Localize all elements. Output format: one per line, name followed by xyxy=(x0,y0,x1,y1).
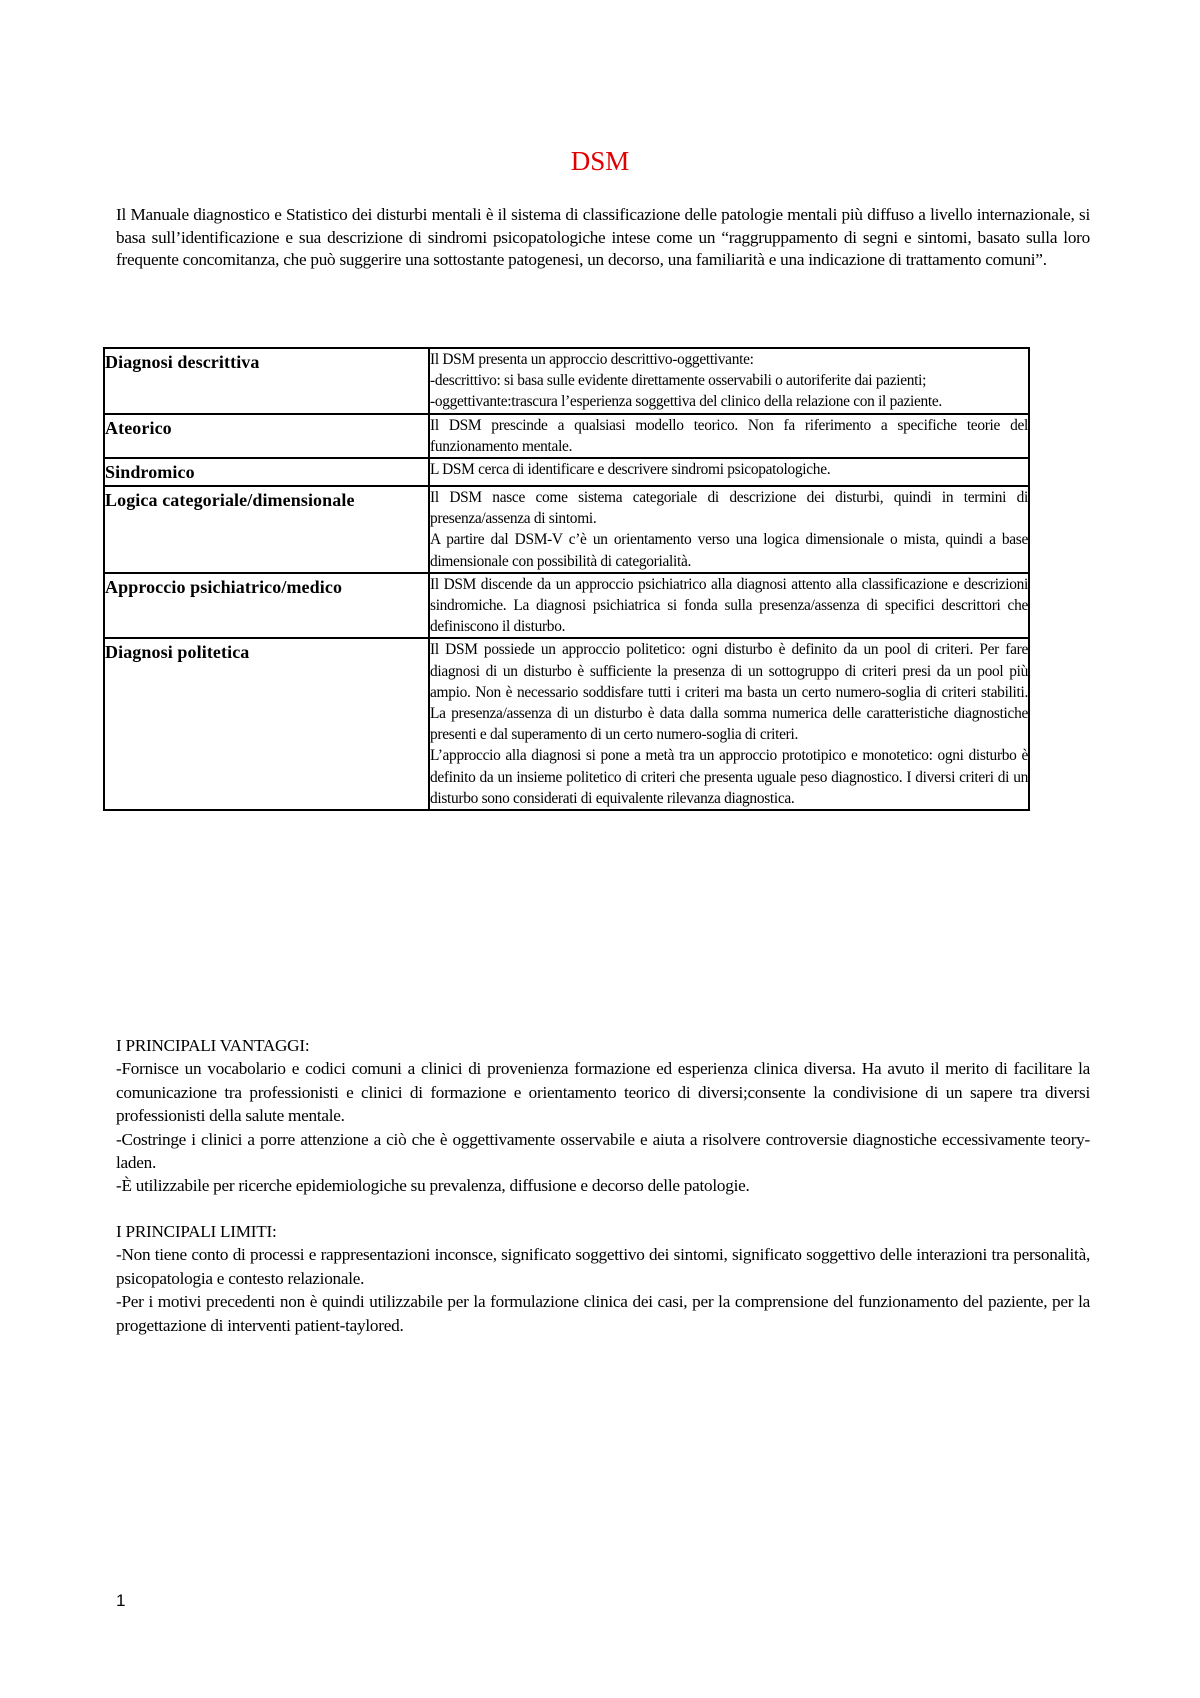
row-description xyxy=(429,414,1029,458)
row-term: Ateorico xyxy=(104,414,429,458)
description-line: L’approccio alla diagnosi si pone a metà tra un approccio prototipico e monotetico: ogni disturbo è definito da un insieme politetico di criteri che presenta uguale peso diagnostico. I diversi criteri di un disturbo sono considerati di equivalente rilevanza diagnostica. xyxy=(430,747,1028,807)
intro-text: Il Manuale diagnostico e Statistico dei disturbi mentali è il sistema di classificazione delle patologie mentali più diffuso a livello internazionale, si basa sull’identificazione e sua descrizione di sindromi psicopatologiche intese come un “raggruppamento di segni e sintomi, basato sulla loro frequente concomitanza, che può suggerire una sottostante patogenesi, un decorso, una familiarità e una indicazione di trattamento comuni”. xyxy=(116,205,1090,270)
description-line: Il DSM nasce come sistema categoriale di descrizione dei disturbi, quindi in termini di presenza/assenza di sintomi. xyxy=(430,489,1028,528)
row-description xyxy=(429,638,1029,810)
advantage-item: -Fornisce un vocabolario e codici comuni a clinici di provenienza formazione ed esperienza clinica diversa. Ha avuto il merito di facilitare la comunicazione tra professionisti e clinici di formazione e orientamento teorico di diversi;consente la condivisione di un sapere tra diversi professionisti della salute mentale. xyxy=(116,1059,1090,1126)
description-line: Il DSM possiede un approccio politetico: ogni disturbo è definito da un pool di criteri. Per fare diagnosi di un disturbo è sufficiente la presenza di un sottogruppo di criteri presi da un pool più ampio. Non è necessario soddisfare tutti i criteri ma basta un certo numero-soglia di criteri stabiliti. La presenza/assenza di un disturbo è data dalla somma numerica delle caratteristiche diagnostiche presenti e dal superamento di un certo numero-soglia di criteri. xyxy=(430,641,1028,744)
row-description xyxy=(429,458,1029,486)
row-term: Sindromico xyxy=(104,458,429,486)
row-description xyxy=(429,573,1029,639)
description-line: Il DSM prescinde a qualsiasi modello teorico. Non fa riferimento a specifiche teorie del funzionamento mentale. xyxy=(430,416,1028,455)
row-term: Diagnosi politetica xyxy=(104,638,429,810)
limit-item: -Per i motivi precedenti non è quindi utilizzabile per la formulazione clinica dei casi, per la comprensione del funzionamento del paziente, per la progettazione di interventi patient-taylored. xyxy=(116,1292,1090,1335)
document-title: DSM xyxy=(570,146,630,176)
table-row xyxy=(104,486,1029,573)
advantages-heading: I PRINCIPALI VANTAGGI: xyxy=(116,1036,310,1055)
description-line: Il DSM presenta un approccio descrittivo-oggettivante: xyxy=(430,351,754,368)
description-line: A partire dal DSM-V c’è un orientamento verso una logica dimensionale o mista, quindi a base dimensionale con possibilità di categorialità. xyxy=(430,531,1028,570)
description-line: Il DSM discende da un approccio psichiatrico alla diagnosi attento alla classificazione e descrizioni sindromiche. La diagnosi psichiatrica si fonda sulla presenza/assenza di specifici descrittori che definiscono il disturbo. xyxy=(430,575,1028,636)
row-description xyxy=(429,348,1029,414)
limits-heading: I PRINCIPALI LIMITI: xyxy=(116,1222,277,1241)
dsm-features-table xyxy=(103,347,1030,811)
row-term: Approccio psichiatrico/medico xyxy=(104,573,429,639)
table-row xyxy=(104,638,1029,810)
row-description xyxy=(429,486,1029,573)
advantages-section xyxy=(116,1034,1090,1198)
table-row xyxy=(104,348,1029,414)
page-number: 1 xyxy=(116,1591,126,1610)
table-row xyxy=(104,573,1029,639)
table-row xyxy=(104,414,1029,458)
intro-paragraph xyxy=(116,204,1090,272)
description-line: -oggettivante:trascura l’esperienza soggettiva del clinico della relazione con il paziente. xyxy=(430,393,942,411)
advantage-item: -Costringe i clinici a porre attenzione a ciò che è oggettivamente osservabile e aiuta a risolvere controversie diagnostiche eccessivamente teory-laden. xyxy=(116,1129,1090,1173)
advantage-item: -È utilizzabile per ricerche epidemiologiche su prevalenza, diffusione e decorso delle patologie. xyxy=(116,1176,750,1196)
limits-section xyxy=(116,1220,1090,1337)
row-term: Diagnosi descrittiva xyxy=(104,348,429,414)
description-line: -descrittivo: si basa sulle evidente direttamente osservabili o autoriferite dai pazienti; xyxy=(430,372,927,390)
limit-item: -Non tiene conto di processi e rappresentazioni inconsce, significato soggettivo dei sintomi, significato soggettivo delle interazioni tra personalità, psicopatologia e contesto relazionale. xyxy=(116,1245,1090,1288)
row-term: Logica categoriale/dimensionale xyxy=(104,486,429,573)
table-row xyxy=(104,458,1029,486)
description-line: L DSM cerca di identificare e descrivere sindromi psicopatologiche. xyxy=(430,461,831,479)
